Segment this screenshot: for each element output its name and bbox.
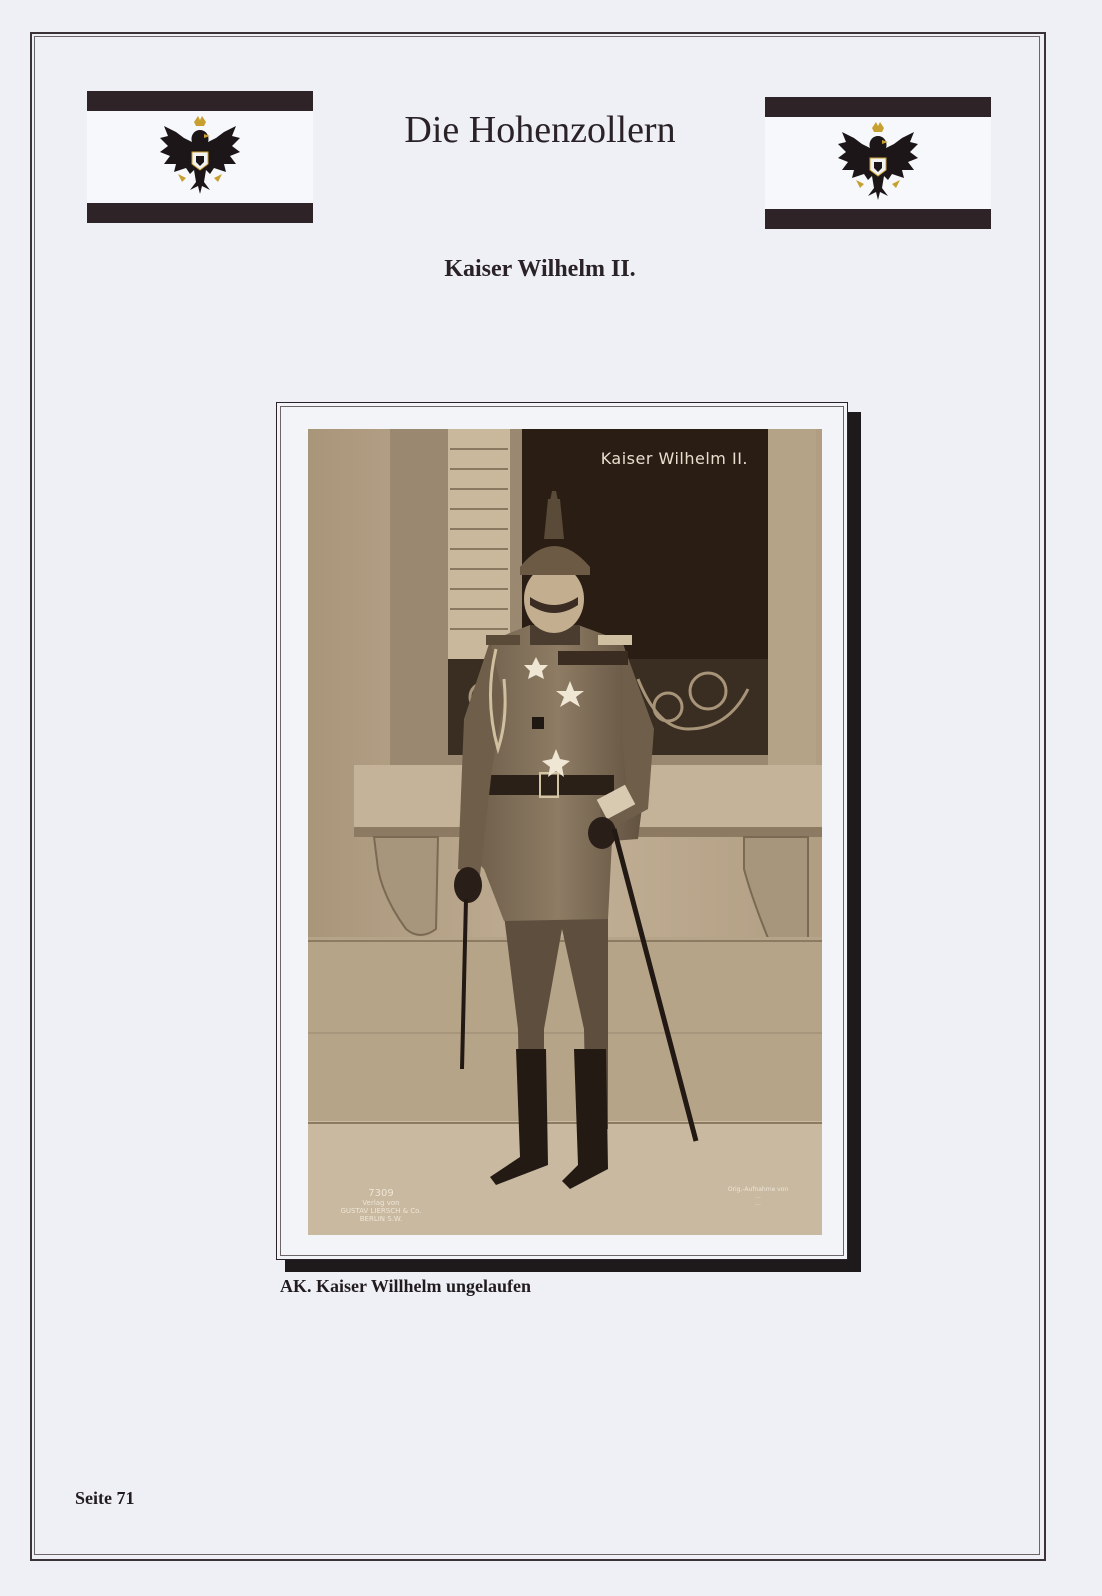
prussian-eagle-icon — [832, 118, 924, 208]
imprint-line: Orig.-Aufnahme von — [727, 1186, 789, 1193]
flag-stripe-bottom — [765, 209, 991, 229]
postcard-photo — [308, 429, 822, 1235]
postcard-caption: AK. Kaiser Willhelm ungelaufen — [280, 1276, 532, 1296]
imprint-line: Verlag von — [362, 1199, 400, 1207]
imprint-line: BERLIN S.W. — [359, 1215, 403, 1223]
flag-stripe-top — [87, 91, 313, 111]
flag-stripe-top — [765, 97, 991, 117]
photographer-imprint — [718, 1186, 798, 1207]
imprint-line: ... — [755, 1200, 761, 1207]
page-title: Die Hohenzollern — [404, 109, 676, 151]
prussian-flag-right — [765, 97, 991, 229]
postcard-printed-title: Kaiser Wilhelm II. — [600, 449, 748, 468]
publisher-imprint — [336, 1188, 426, 1223]
kaiser-portrait-image — [308, 429, 822, 1235]
flag-stripe-bottom — [87, 203, 313, 223]
prussian-flag-left — [87, 91, 313, 223]
imprint-number: 7309 — [368, 1188, 394, 1199]
prussian-eagle-icon — [154, 112, 246, 202]
imprint-line: ... — [755, 1193, 761, 1200]
imprint-line: GUSTAV LIERSCH & Co. — [340, 1207, 422, 1215]
page-subtitle: Kaiser Wilhelm II. — [444, 256, 636, 282]
page-number: Seite 71 — [75, 1488, 135, 1508]
